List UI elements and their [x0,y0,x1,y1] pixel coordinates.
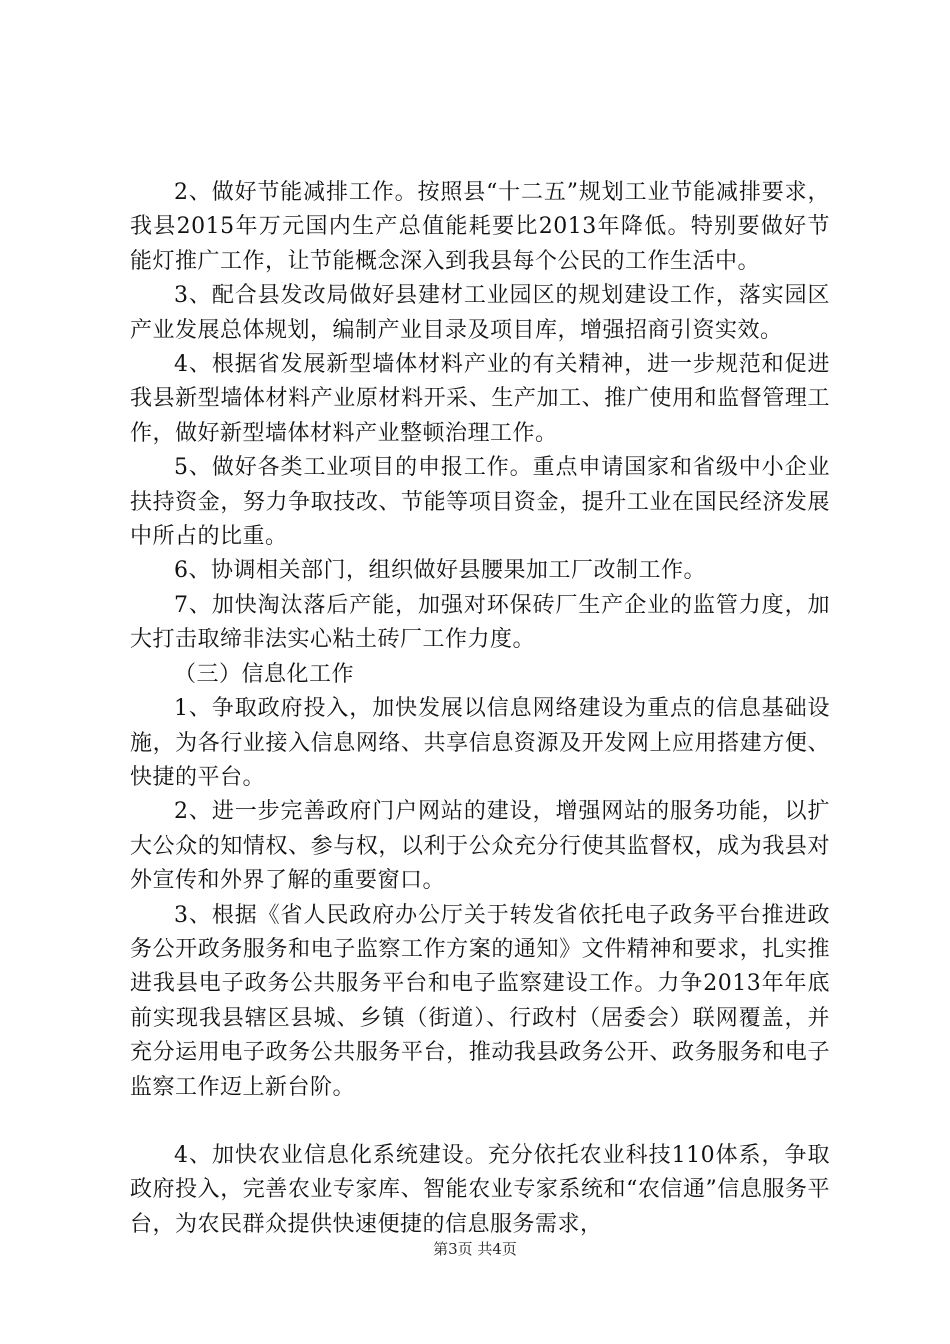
paragraph-industrial-park: 3、配合县发改局做好县建材工业园区的规划建设工作，落实园区产业发展总体规划，编制产业目录及项目库，增强招商引资实效。 [130,283,830,343]
paragraph-energy-saving: 2、做好节能减排工作。按照县“十二五”规划工业节能减排要求，我县2015年万元国内生产总值能耗要比2013年降低。特别要做好节能灯推广工作，让节能概念深入到我县每个公民的工作生活中。 [130,180,830,274]
paragraph-project-application: 5、做好各类工业项目的申报工作。重点申请国家和省级中小企业扶持资金，努力争取技改、节能等项目资金，提升工业在国民经济发展中所占的比重。 [130,455,830,550]
document-body [130,176,830,1242]
paragraph-network-infrastructure: 1、争取政府投入，加快发展以信息网络建设为重点的信息基础设施，为各行业接入信息网络、共享信息资源及开发网上应用搭建方便、快捷的平台。 [130,696,830,790]
paragraph-spacer [130,1105,830,1139]
paragraph-agricultural-informatization: 4、加快农业信息化系统建设。充分依托农业科技110体系，争取政府投入，完善农业专家库、智能农业专家系统和“农信通”信息服务平台，为农民群众提供快速便捷的信息服务需求， [130,1142,830,1237]
paragraph-brick-factories: 7、加快淘汰落后产能，加强对环保砖厂生产企业的监管力度，加大打击取缔非法实心粘土砖厂工作力度。 [130,592,830,653]
paragraph-government-portal: 2、进一步完善政府门户网站的建设，增强网站的服务功能，以扩大公众的知情权、参与权，以利于公众充分行使其监督权，成为我县对外宣传和外界了解的重要窗口。 [130,799,830,894]
paragraph-wall-materials: 4、根据省发展新型墙体材料产业的有关精神，进一步规范和促进我县新型墙体材料产业原材料开采、生产加工、推广使用和监督管理工作，做好新型墙体材料产业整顿治理工作。 [130,352,830,446]
paragraph-e-government: 3、根据《省人民政府办公厅关于转发省依托电子政务平台推进政务公开政务服务和电子监察工作方案的通知》文件精神和要求，扎实推进我县电子政务公共服务平台和电子监察建设工作。力争2013年年底前实现我县辖区县城、乡镇（街道）、行政村（居委会）联网覆盖，并充分运用电子政务公共服务平台，推动我县政务公开、政务服务和电子监察工作迈上新台阶。 [130,902,830,1100]
page-footer: 第3页 共4页 [433,1240,517,1258]
section-heading-informatization: （三）信息化工作 [174,661,355,687]
paragraph-cashew-factory: 6、协调相关部门，组织做好县腰果加工厂改制工作。 [174,558,706,584]
